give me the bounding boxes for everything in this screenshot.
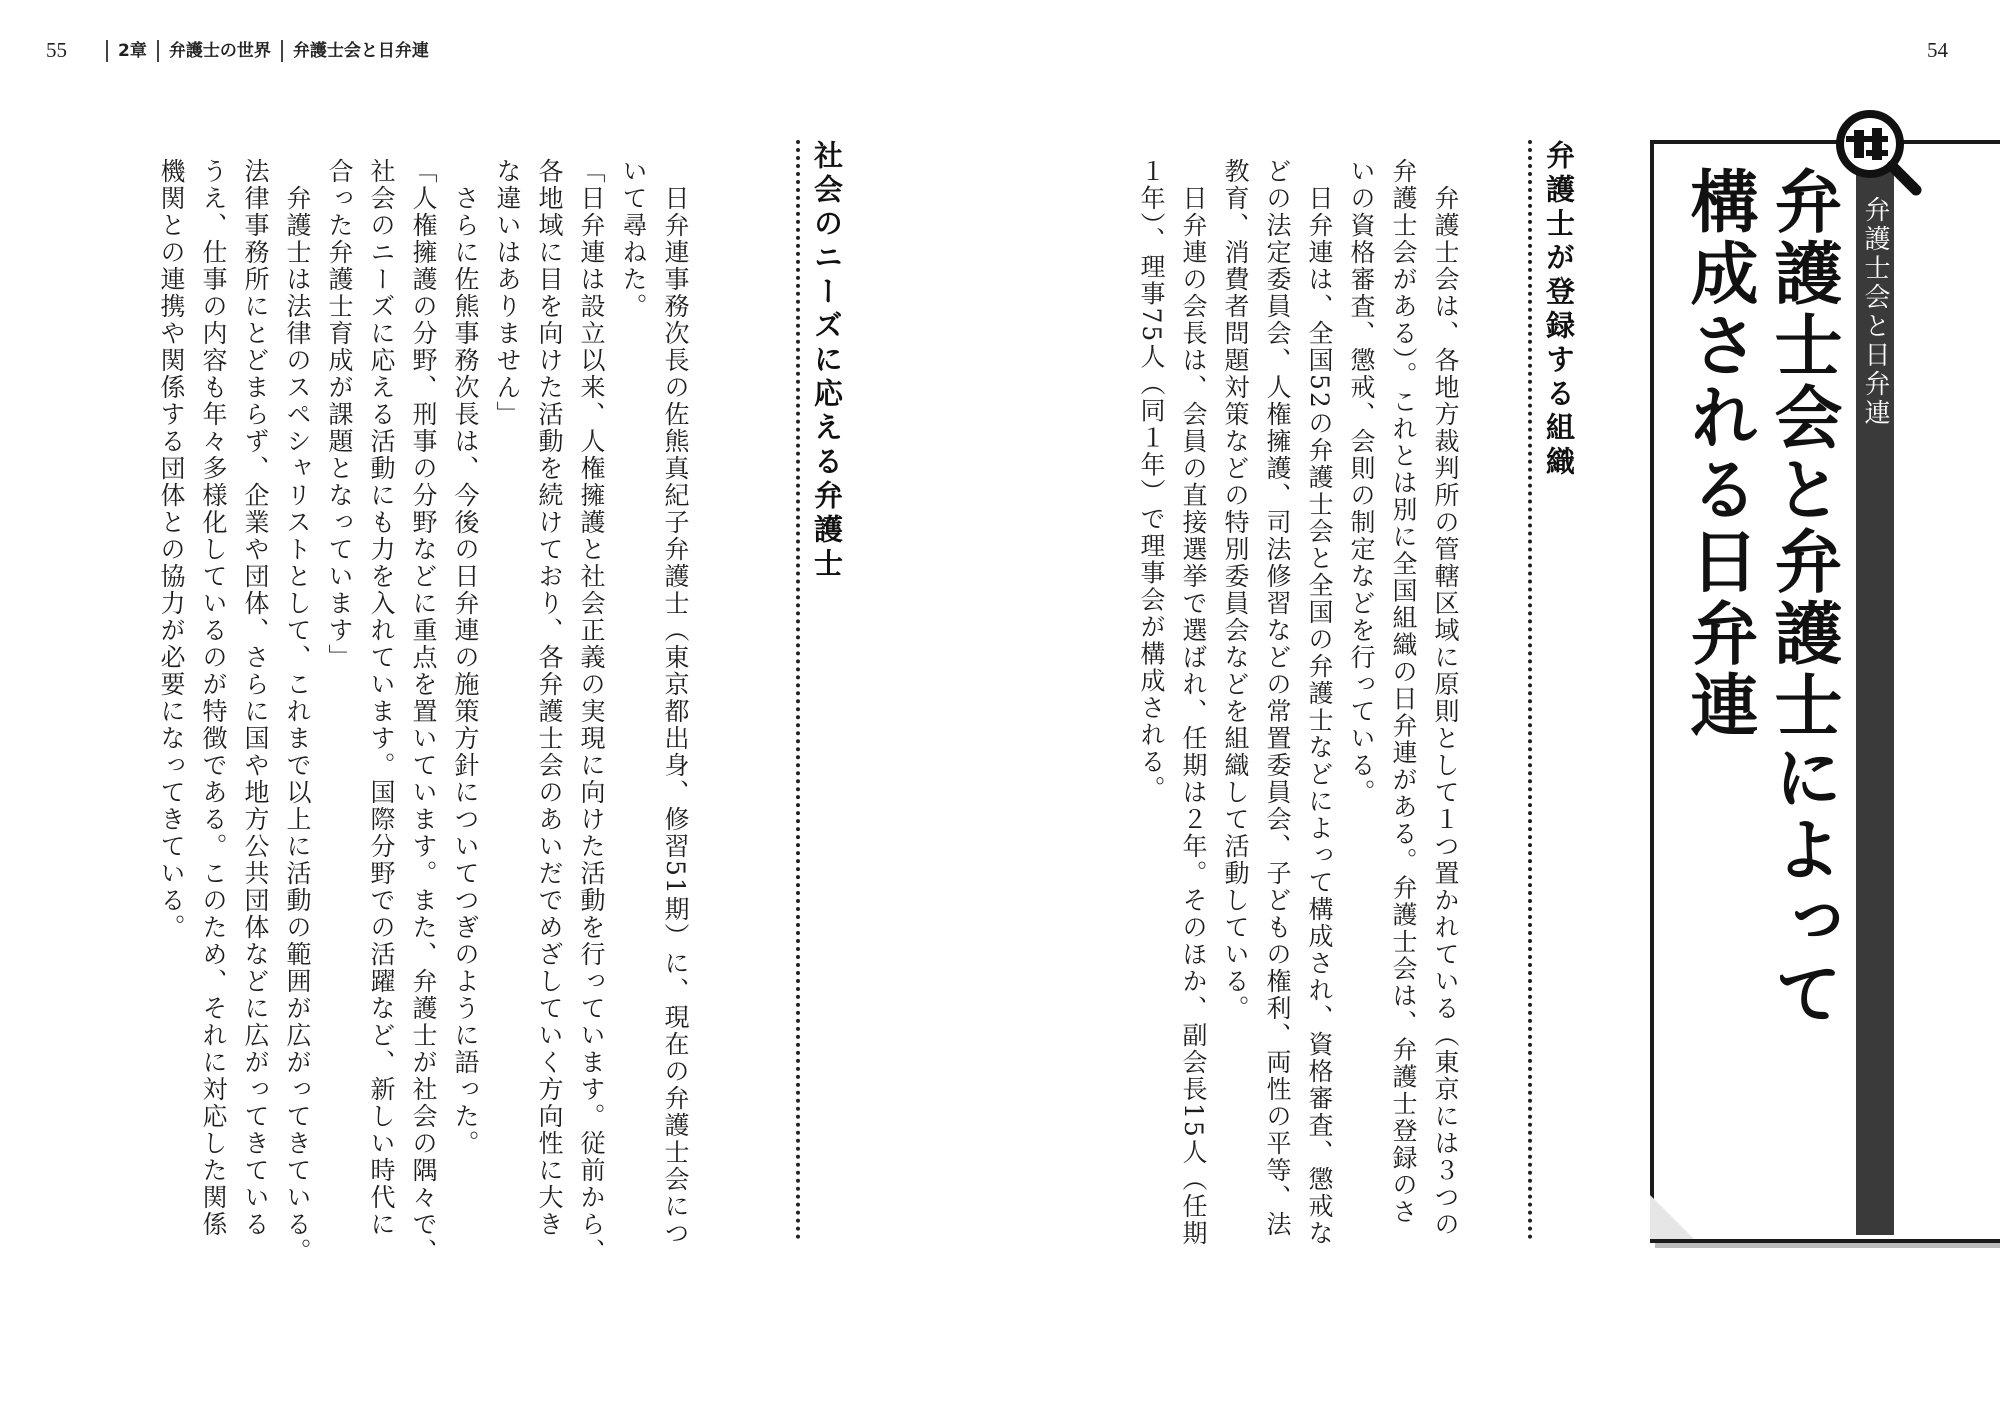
- section2-paragraph: 「日弁連は設立以来、人権擁護と社会正義の実現に向けた活動を行っています。従前から、 各地域に目を向けた活動を続けており、各弁護士会のあいだでめざしていく方向性に大き な違いはありません」: [493, 158, 606, 1265]
- section-label: 弁護士の世界: [157, 40, 281, 62]
- section2-dotted-rule: [796, 140, 800, 1240]
- section1-body: [1130, 158, 1466, 1247]
- magnifier-badge-icon: [1832, 106, 1922, 196]
- section2-paragraph: さらに佐熊事務次長は、今後の日弁連の施策方針についてつぎのように語った。: [451, 158, 480, 1157]
- topic-label: 弁護士会と日弁連: [281, 40, 439, 62]
- running-head: [106, 40, 439, 62]
- chapter-label: 2章: [106, 40, 157, 62]
- section2-body: [150, 158, 696, 1265]
- section2-paragraph: 「人権擁護の分野、刑事の分野などに重点を置いています。また、弁護士が社会の隅々で、 社会のニーズに応える活動にも力を入れています。国際分野での活躍など、新しい時代に 合った弁護士育成が課題となっています」: [325, 158, 438, 1265]
- section2-heading: 社会のニーズに応える弁護士: [810, 140, 844, 582]
- right-page-number: 54: [1927, 38, 1948, 62]
- section1-paragraph: 日弁連は、全国52の弁護士会と全国の弁護士などによって構成され、資格審査、懲戒な どの法定委員会、人権擁護、司法修習などの常置委員会、子どもの権利、両性の平等、法 教育、消費者問題対策などの特別委員会などを組織して活動している。: [1221, 158, 1334, 1247]
- page-title: 弁護士会と弁護士によって 構成される日弁連: [1679, 166, 1842, 1030]
- section1-dotted-rule: [1528, 140, 1532, 1240]
- left-page-number: 55: [46, 38, 67, 62]
- section1-heading: 弁護士が登録する組織: [1542, 140, 1576, 480]
- section-band-label: 弁護士会と日弁連: [1860, 196, 1890, 428]
- section2-paragraph: 日弁連事務次長の佐熊真紀子弁護士（東京都出身、修習51期）に、現在の弁護士会につ いて尋ねた。: [619, 158, 690, 1247]
- section1-paragraph: 弁護士会は、各地方裁判所の管轄区域に原則として１つ置かれている（東京には３つの 弁護士会がある）。これとは別に全国組織の日弁連がある。弁護士会は、弁護士登録のさ いの資格審査、懲戒、会則の制定などを行っている。: [1347, 158, 1460, 1238]
- section1-paragraph: 日弁連の会長は、会員の直接選挙で選ばれ、任期は２年。そのほか、副会長15人（任期 １年）、理事75人（同１年）で理事会が構成される。: [1137, 158, 1208, 1247]
- section2-paragraph: 弁護士は法律のスペシャリストとして、これまで以上に活動の範囲が広がってきている。 法律事務所にとどまらず、企業や団体、さらに国や地方公共団体などに広がってきている うえ、仕事の内容も年々多様化しているのが特徴である。このため、それに対応した関係 機関との連携や関係する団体との協力が必要になってきている。: [157, 158, 312, 1265]
- title-card-fold: [1650, 1195, 1694, 1239]
